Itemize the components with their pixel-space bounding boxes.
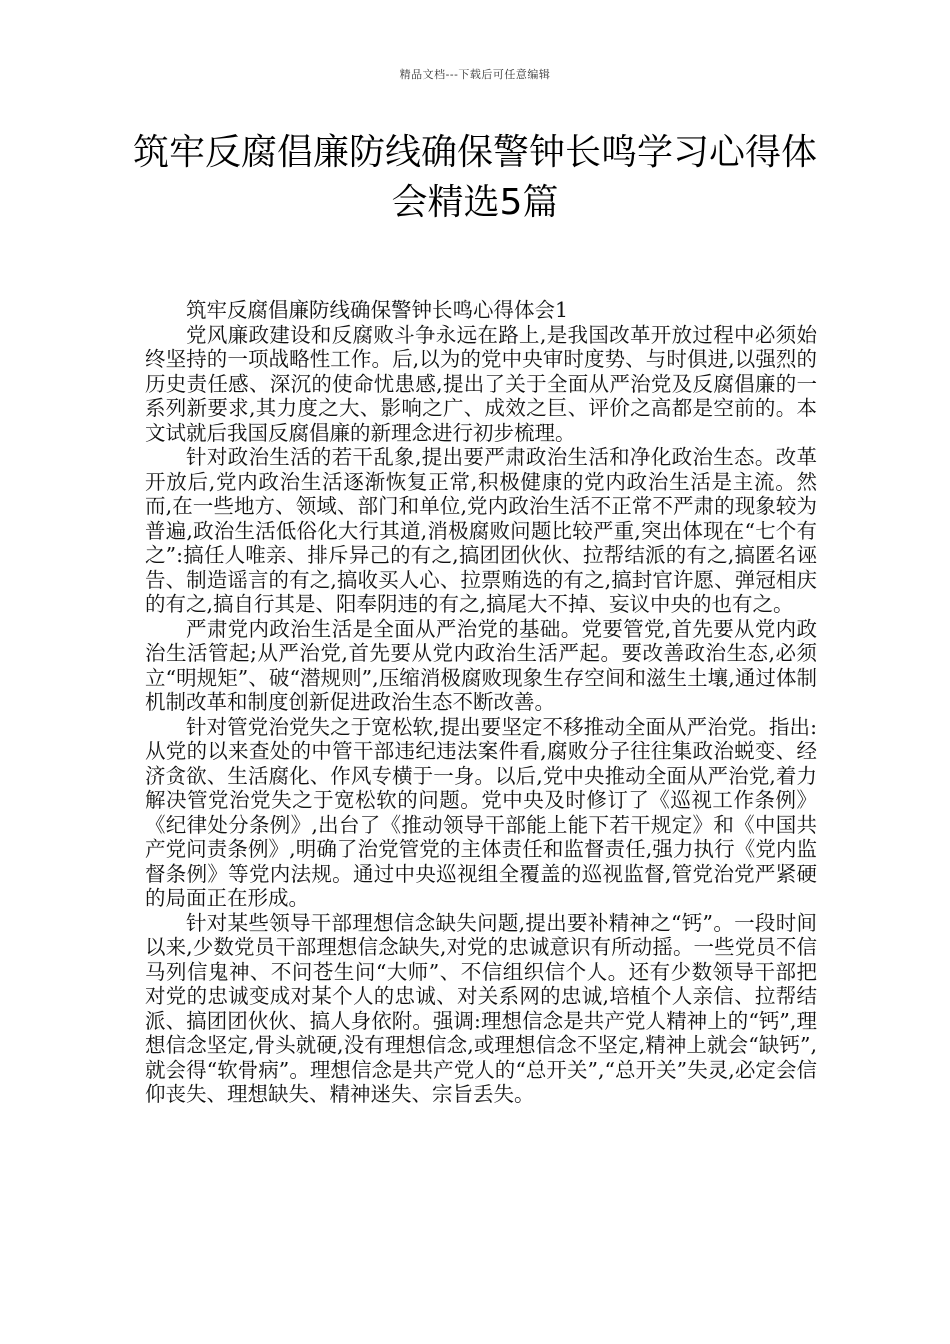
body-paragraph: 党风廉政建设和反腐败斗争永远在路上,是我国改革开放过程中必须始终坚持的一项战略性工作。后,以为的党中央审时度势、与时俱进,以强烈的历史责任感、深沉的使命忧患感,提出了关于全面从严治党及反腐倡廉的一系列新要求,其力度之大、影响之广、成效之巨、评价之高都是空前的。本文试就后我国反腐倡廉的新理念进行初步梳理。 — [145, 322, 817, 445]
document-title: 筑牢反腐倡廉防线确保警钟长鸣学习心得体会精选5篇 — [132, 132, 817, 223]
body-paragraph: 针对管党治党失之于宽松软,提出要坚定不移推动全面从严治党。指出:从党的以来查处的中管干部违纪违法案件看,腐败分子往往集政治蜕变、经济贪欲、生活腐化、作风专横于一身。以后,党中央推动全面从严治党,着力解决管党治党失之于宽松软的问题。党中央及时修订了《巡视工作条例》《纪律处分条例》,出台了《推动领导干部能上能下若干规定》和《中国共产党问责条例》,明确了治党管党的主体责任和监督责任,强力执行《党内监督条例》等党内法规。通过中央巡视组全覆盖的巡视监督,管党治党严紧硬的局面正在形成。 — [145, 714, 817, 910]
header-note: 精品文档---下载后可任意编辑 — [399, 68, 551, 81]
document-body — [145, 298, 817, 1107]
body-paragraph: 针对政治生活的若干乱象,提出要严肃政治生活和净化政治生态。改革开放后,党内政治生活逐渐恢复正常,积极健康的党内政治生活是主流。然而,在一些地方、领域、部门和单位,党内政治生活不正常不严肃的现象较为普遍,政治生活低俗化大行其道,消极腐败问题比较严重,突出体现在“七个有之”:搞任人唯亲、排斥异己的有之,搞团团伙伙、拉帮结派的有之,搞匿名诬告、制造谣言的有之,搞收买人心、拉票贿选的有之,搞封官许愿、弹冠相庆的有之,搞自行其是、阳奉阴违的有之,搞尾大不掉、妄议中央的也有之。 — [145, 445, 817, 616]
section-heading: 筑牢反腐倡廉防线确保警钟长鸣心得体会1 — [186, 298, 569, 322]
body-paragraph: 针对某些领导干部理想信念缺失问题,提出要补精神之“钙”。一段时间以来,少数党员干部理想信念缺失,对党的忠诚意识有所动摇。一些党员不信马列信鬼神、不问苍生问“大师”、不信组织信个人。还有少数领导干部把对党的忠诚变成对某个人的忠诚、对关系网的忠诚,培植个人亲信、拉帮结派、搞团团伙伙、搞人身依附。强调:理想信念是共产党人精神上的“钙”,理想信念坚定,骨头就硬,没有理想信念,或理想信念不坚定,精神上就会“缺钙”,就会得“软骨病”。理想信念是共产党人的“总开关”,“总开关”失灵,必定会信仰丧失、理想缺失、精神迷失、宗旨丢失。 — [145, 910, 817, 1106]
body-paragraph: 严肃党内政治生活是全面从严治党的基础。党要管党,首先要从党内政治生活管起;从严治党,首先要从党内政治生活严起。要改善政治生态,必须立“明规矩”、破“潜规则”,压缩消极腐败现象生存空间和滋生土壤,通过体制机制改革和制度创新促进政治生态不断改善。 — [145, 616, 817, 714]
